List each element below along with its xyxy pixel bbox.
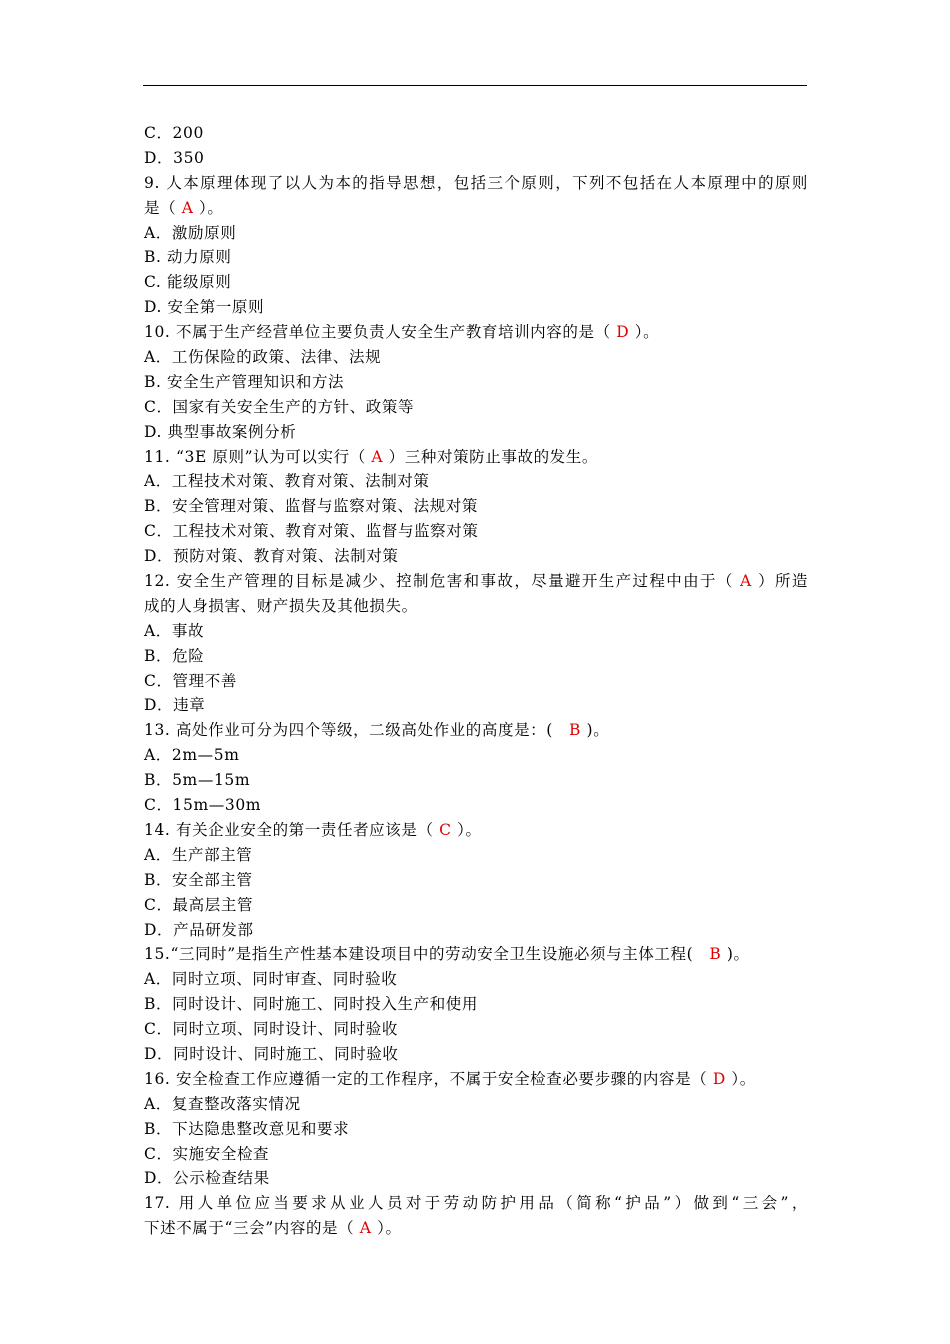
line-text: D. 典型事故案例分析 bbox=[144, 422, 297, 441]
text-line-q13c bbox=[144, 793, 808, 818]
line-text: B．同时设计、同时施工、同时投入生产和使用 bbox=[144, 995, 478, 1014]
text-line-q14d bbox=[144, 918, 808, 943]
text-line-q13 bbox=[144, 718, 808, 743]
line-text: C．实施安全检查 bbox=[144, 1144, 270, 1163]
text-line-q11d bbox=[144, 544, 808, 569]
question-text: 11. “3E 原则”认为可以实行（ bbox=[144, 447, 372, 466]
line-text: A．工伤保险的政策、法律、法规 bbox=[144, 348, 382, 367]
question-text-tail: ）。 bbox=[193, 198, 224, 217]
text-line-q12ob bbox=[144, 644, 808, 669]
text-line-q16d bbox=[144, 1166, 808, 1191]
answer-mark: B bbox=[709, 945, 722, 964]
text-line-q13b bbox=[144, 768, 808, 793]
text-line-q11 bbox=[144, 445, 808, 470]
text-line-q16b bbox=[144, 1117, 808, 1142]
line-text: D．产品研发部 bbox=[144, 920, 254, 939]
text-line-q9a bbox=[144, 171, 808, 196]
text-line-q15b bbox=[144, 992, 808, 1017]
answer-mark: A bbox=[740, 572, 752, 591]
question-text: 16. 安全检查工作应遵循一定的工作程序，不属于安全检查必要步骤的内容是（ bbox=[144, 1069, 713, 1088]
line-text: C．国家有关安全生产的方针、政策等 bbox=[144, 397, 415, 416]
text-line-q17b bbox=[144, 1216, 808, 1241]
text-line-q16c bbox=[144, 1142, 808, 1167]
line-text: D．同时设计、同时施工、同时验收 bbox=[144, 1044, 399, 1063]
line-text: D．违章 bbox=[144, 696, 206, 715]
question-text-tail: )。 bbox=[721, 945, 750, 964]
text-line-q15a bbox=[144, 967, 808, 992]
line-text: C．最高层主管 bbox=[144, 895, 254, 914]
text-line-q17a bbox=[144, 1191, 808, 1216]
text-line-q9b bbox=[144, 196, 808, 221]
line-text: A．激励原则 bbox=[144, 223, 237, 242]
text-line-q12od bbox=[144, 693, 808, 718]
text-line-q11a bbox=[144, 469, 808, 494]
text-line-q16 bbox=[144, 1067, 808, 1092]
answer-mark: B bbox=[569, 721, 582, 740]
text-line-q10d bbox=[144, 420, 808, 445]
line-text: B．5m—15m bbox=[144, 771, 251, 790]
line-text: A．工程技术对策、教育对策、法制对策 bbox=[144, 472, 430, 491]
question-text-tail: ）。 bbox=[451, 820, 482, 839]
text-line-q10 bbox=[144, 320, 808, 345]
text-line-q8d bbox=[144, 146, 808, 171]
text-line-q15c bbox=[144, 1017, 808, 1042]
text-line-q9oc bbox=[144, 270, 808, 295]
answer-mark: A bbox=[371, 447, 384, 466]
answer-mark: C bbox=[439, 820, 452, 839]
text-line-q10a bbox=[144, 345, 808, 370]
line-text: B．安全部主管 bbox=[144, 870, 253, 889]
line-text: A．2m—5m bbox=[144, 746, 240, 765]
text-line-q8c bbox=[144, 121, 808, 146]
text-line-q13a bbox=[144, 743, 808, 768]
line-text: C．同时立项、同时设计、同时验收 bbox=[144, 1020, 398, 1039]
question-text-tail: )。 bbox=[581, 721, 610, 740]
question-text: 13. 高处作业可分为四个等级，二级高处作业的高度是：( bbox=[144, 721, 570, 740]
question-text-tail: ）。 bbox=[371, 1219, 402, 1238]
line-text: A．生产部主管 bbox=[144, 845, 253, 864]
text-line-q12oc bbox=[144, 669, 808, 694]
line-text: 成的人身损害、财产损失及其他损失。 bbox=[144, 596, 418, 615]
question-text: 17. 用人单位应当要求从业人员对于劳动防护用品（简称“护品”）做到“三会”， bbox=[144, 1194, 808, 1213]
line-text: A．复查整改落实情况 bbox=[144, 1094, 301, 1113]
line-text: C. 能级原则 bbox=[144, 273, 232, 292]
text-line-q9oa bbox=[144, 221, 808, 246]
text-line-q14 bbox=[144, 818, 808, 843]
answer-mark: D bbox=[712, 1069, 726, 1088]
question-text: 12. 安全生产管理的目标是减少、控制危害和事故，尽量避开生产过程中由于（ bbox=[144, 572, 741, 591]
question-text: 10. 不属于生产经营单位主要负责人安全生产教育培训内容的是（ bbox=[144, 323, 617, 342]
text-line-q15 bbox=[144, 942, 808, 967]
text-line-q12oa bbox=[144, 619, 808, 644]
text-line-q16a bbox=[144, 1092, 808, 1117]
answer-mark: A bbox=[359, 1219, 372, 1238]
line-text: C．管理不善 bbox=[144, 671, 237, 690]
text-line-q12a bbox=[144, 569, 808, 594]
question-text-tail: ）三种对策防止事故的发生。 bbox=[383, 447, 598, 466]
question-text: 下述不属于“三会”内容的是（ bbox=[144, 1219, 360, 1238]
header-rule bbox=[143, 85, 807, 86]
line-text: A．同时立项、同时审查、同时验收 bbox=[144, 970, 398, 989]
text-line-q15d bbox=[144, 1042, 808, 1067]
text-line-q11b bbox=[144, 494, 808, 519]
text-line-q10c bbox=[144, 395, 808, 420]
line-text: B．危险 bbox=[144, 646, 205, 665]
text-line-q11c bbox=[144, 519, 808, 544]
line-text: C．15m—30m bbox=[144, 796, 262, 815]
question-text-tail: ）。 bbox=[629, 323, 660, 342]
line-text: D．预防对策、教育对策、法制对策 bbox=[144, 547, 399, 566]
line-text: C．工程技术对策、教育对策、监督与监察对策 bbox=[144, 522, 479, 541]
text-line-q14c bbox=[144, 893, 808, 918]
answer-mark: D bbox=[616, 323, 630, 342]
question-text: 15.“三同时”是指生产性基本建设项目中的劳动安全卫生设施必须与主体工程( bbox=[144, 945, 710, 964]
line-text: D．公示检查结果 bbox=[144, 1169, 270, 1188]
line-text: B．下达隐患整改意见和要求 bbox=[144, 1119, 350, 1138]
text-line-q14b bbox=[144, 868, 808, 893]
answer-mark: A bbox=[181, 198, 194, 217]
question-list bbox=[144, 121, 808, 1241]
line-text: D．350 bbox=[144, 148, 205, 167]
line-text: A．事故 bbox=[144, 621, 205, 640]
question-text: 14. 有关企业安全的第一责任者应该是（ bbox=[144, 820, 440, 839]
text-line-q14a bbox=[144, 843, 808, 868]
text-line-q9od bbox=[144, 295, 808, 320]
line-text: B. 安全生产管理知识和方法 bbox=[144, 372, 345, 391]
line-text: B. 动力原则 bbox=[144, 248, 232, 267]
line-text: C．200 bbox=[144, 124, 204, 142]
line-text: B．安全管理对策、监督与监察对策、法规对策 bbox=[144, 497, 478, 516]
question-text: 9. 人本原理体现了以人为本的指导思想，包括三个原则，下列不包括在人本原理中的原则 bbox=[144, 173, 808, 192]
text-line-q9ob bbox=[144, 245, 808, 270]
line-text: D. 安全第一原则 bbox=[144, 298, 265, 317]
question-text-tail: ）。 bbox=[725, 1069, 756, 1088]
question-text: 是（ bbox=[144, 198, 182, 217]
question-text-tail: ）所造 bbox=[751, 572, 809, 591]
text-line-q12b bbox=[144, 594, 808, 619]
text-line-q10b bbox=[144, 370, 808, 395]
